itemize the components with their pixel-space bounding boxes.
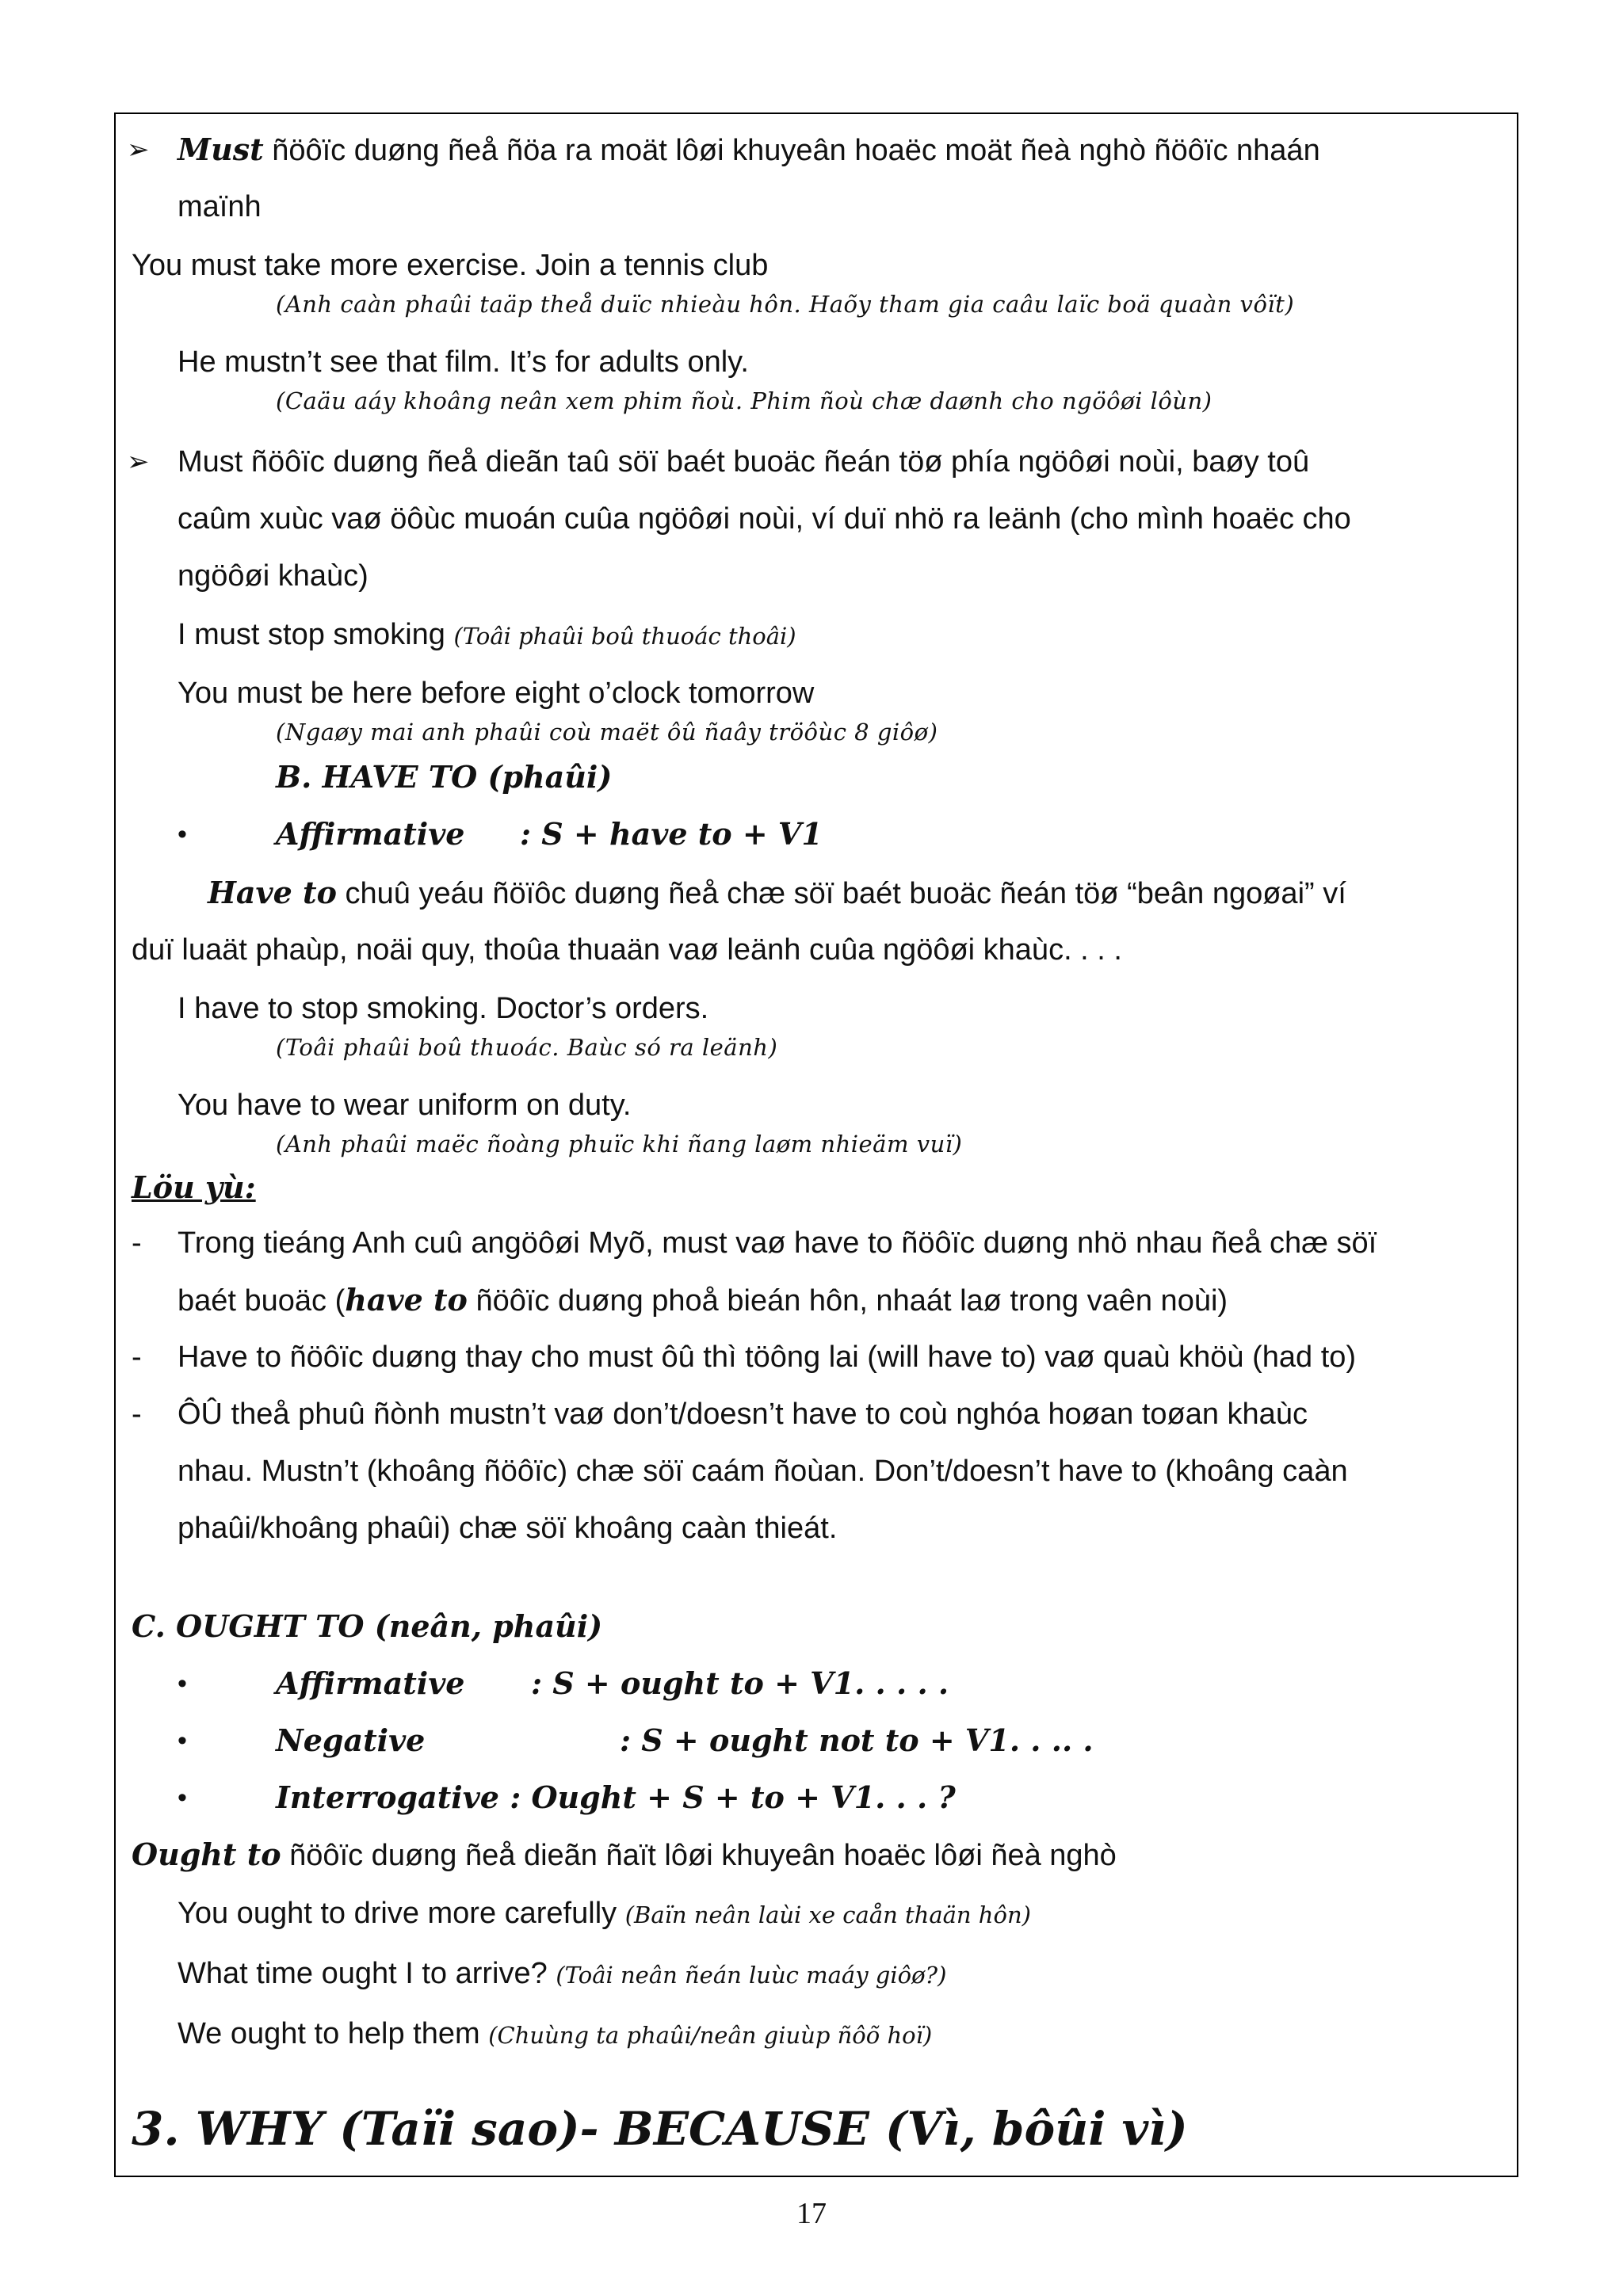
have-to-heading: B. HAVE TO (phaûi) bbox=[276, 759, 613, 795]
must-line-1 bbox=[178, 132, 1320, 169]
ought-to-affirmative-label: Affirmative bbox=[276, 1665, 465, 1701]
have-to-example-1-translation: (Toâi phaûi boû thuoác. Baùc só ra leänh) bbox=[276, 1034, 778, 1061]
ought-to-example-1-text: You ought to drive more carefully bbox=[178, 1897, 625, 1930]
ought-to-affirmative-formula: : S + ought to + V1. . . . . bbox=[531, 1665, 949, 1701]
note-3-line-3: phaûi/khoâng phaûi) chæ söï khoâng caàn thieát. bbox=[178, 1512, 838, 1545]
have-to-description-line-1 bbox=[208, 875, 1346, 912]
ought-to-negative-formula: : S + ought not to + V1. . .. . bbox=[620, 1722, 1094, 1758]
must-line-1-text: ñöôïc duøng ñeå ñöa ra moät lôøi khuyeân hoaëc moät ñeà nghò ñöôïc nhaán bbox=[263, 134, 1320, 167]
must-example-4: You must be here before eight o’clock tomorrow bbox=[178, 677, 815, 710]
must-example-2-translation: (Caäu aáy khoâng neân xem phim ñoù. Phim ñoù chæ daønh cho ngöôøi lôùn) bbox=[276, 387, 1212, 414]
ought-to-example-1 bbox=[178, 1895, 1031, 1933]
must-example-3-translation: (Toâi phaûi boû thuoác thoâi) bbox=[453, 623, 796, 650]
arrow-bullet-icon: ➢ bbox=[127, 447, 150, 477]
ought-to-interrogative-label: Interrogative bbox=[276, 1779, 499, 1815]
must-line-2: maïnh bbox=[178, 190, 262, 223]
note-1-line-1: Trong tieáng Anh cuû angöôøi Myõ, must vaø have to ñöôïc duøng nhö nhau ñeå chæ söï bbox=[178, 1226, 1377, 1260]
note-3-line-2: nhau. Mustn’t (khoâng ñöôïc) chæ söï caám ñoùan. Don’t/doesn’t have to (khoâng caàn bbox=[178, 1455, 1348, 1488]
bullet-dot: • bbox=[178, 1726, 187, 1756]
must-example-2: He mustn’t see that film. It’s for adults only. bbox=[178, 345, 749, 379]
bullet-dot: • bbox=[178, 819, 187, 849]
have-to-keyword: Have to bbox=[208, 875, 337, 910]
bullet-dot: • bbox=[178, 1783, 187, 1813]
ought-to-example-2-text: What time ought I to arrive? bbox=[178, 1957, 556, 1990]
ought-to-example-3-translation: (Chuùng ta phaûi/neân giuùp ñôõ hoï) bbox=[488, 2022, 933, 2049]
why-because-heading: 3. WHY (Taïi sao)- BECAUSE (Vì, bôûi vì) bbox=[132, 2102, 1188, 2156]
dash-bullet: - bbox=[132, 1398, 142, 1431]
bullet-dot: • bbox=[178, 1669, 187, 1699]
ought-to-keyword: Ought to bbox=[132, 1836, 281, 1872]
arrow-bullet-icon: ➢ bbox=[127, 135, 150, 165]
note-1-line-2 bbox=[178, 1282, 1228, 1319]
note-1-line-2-post: ñöôïc duøng phoå bieán hôn, nhaát laø trong vaên noùi) bbox=[467, 1284, 1228, 1318]
page-number: 17 bbox=[796, 2197, 827, 2230]
have-to-example-2: You have to wear uniform on duty. bbox=[178, 1089, 632, 1122]
ought-to-example-3-text: We ought to help them bbox=[178, 2017, 489, 2050]
ought-to-negative-label: Negative bbox=[276, 1722, 426, 1758]
note-3-line-1: ÔÛ theå phuû ñònh mustn’t vaø don’t/doesn’t have to coù nghóa hoøan toøan khaùc bbox=[178, 1398, 1308, 1431]
ought-to-example-1-translation: (Baïn neân laùi xe caån thaän hôn) bbox=[624, 1901, 1031, 1928]
ought-to-interrogative-line bbox=[276, 1779, 956, 1816]
ought-to-heading: C. OUGHT TO (neân, phaûi) bbox=[132, 1608, 603, 1644]
dash-bullet: - bbox=[132, 1226, 142, 1260]
note-1-keyword: have to bbox=[345, 1282, 468, 1318]
note-1-line-2-pre: baét buoäc ( bbox=[178, 1284, 346, 1318]
note-2: Have to ñöôïc duøng thay cho must ôû thì töông lai (will have to) vaø quaù khöù (had to) bbox=[178, 1341, 1357, 1374]
dash-bullet: - bbox=[132, 1341, 142, 1374]
ought-to-description-text: ñöôïc duøng ñeå dieãn ñaït lôøi khuyeân hoaëc lôøi ñeà nghò bbox=[281, 1839, 1117, 1872]
must-example-1: You must take more exercise. Join a tennis club bbox=[132, 249, 769, 282]
ought-to-interrogative-formula: : Ought + S + to + V1. . . ? bbox=[498, 1779, 956, 1815]
must-paragraph-line-1: Must ñöôïc duøng ñeå dieãn taû söï baét buoäc ñeán töø phía ngöôøi noùi, baøy toû bbox=[178, 445, 1310, 479]
have-to-affirmative-formula: : S + have to + V1 bbox=[520, 816, 823, 852]
have-to-affirmative-label: Affirmative bbox=[276, 816, 465, 852]
notes-heading: Löu yù: bbox=[132, 1169, 256, 1205]
must-keyword: Must bbox=[178, 132, 264, 167]
must-example-3 bbox=[178, 616, 796, 654]
have-to-example-2-translation: (Anh phaûi maëc ñoàng phuïc khi ñang laøm nhieäm vuï) bbox=[276, 1131, 963, 1158]
have-to-example-1: I have to stop smoking. Doctor’s orders. bbox=[178, 992, 709, 1025]
have-to-description-line-1-text: chuû yeáu ñöïôc duøng ñeå chæ söï baét buoäc ñeán töø “beân ngoøai” ví bbox=[336, 877, 1346, 910]
must-paragraph-line-2: caûm xuùc vaø öôùc muoán cuûa ngöôøi noùi, ví duï nhö ra leänh (cho mình hoaëc cho bbox=[178, 502, 1351, 536]
ought-to-description bbox=[132, 1836, 1117, 1874]
ought-to-example-2 bbox=[178, 1955, 946, 1993]
have-to-description-line-2: duï luaät phaùp, noäi quy, thoûa thuaän vaø leänh cuûa ngöôøi khaùc. . . . bbox=[132, 933, 1122, 967]
must-example-1-translation: (Anh caàn phaûi taäp theå duïc nhieàu hôn. Haõy tham gia caâu laïc boä quaàn vôït) bbox=[276, 291, 1295, 318]
must-example-4-translation: (Ngaøy mai anh phaûi coù maët ôû ñaây tröôùc 8 giôø) bbox=[276, 719, 938, 746]
ought-to-example-3 bbox=[178, 2016, 932, 2054]
ought-to-example-2-translation: (Toâi neân ñeán luùc maáy giôø?) bbox=[556, 1962, 947, 1989]
must-paragraph-line-3: ngöôøi khaùc) bbox=[178, 559, 369, 593]
must-example-3-text: I must stop smoking bbox=[178, 618, 454, 651]
